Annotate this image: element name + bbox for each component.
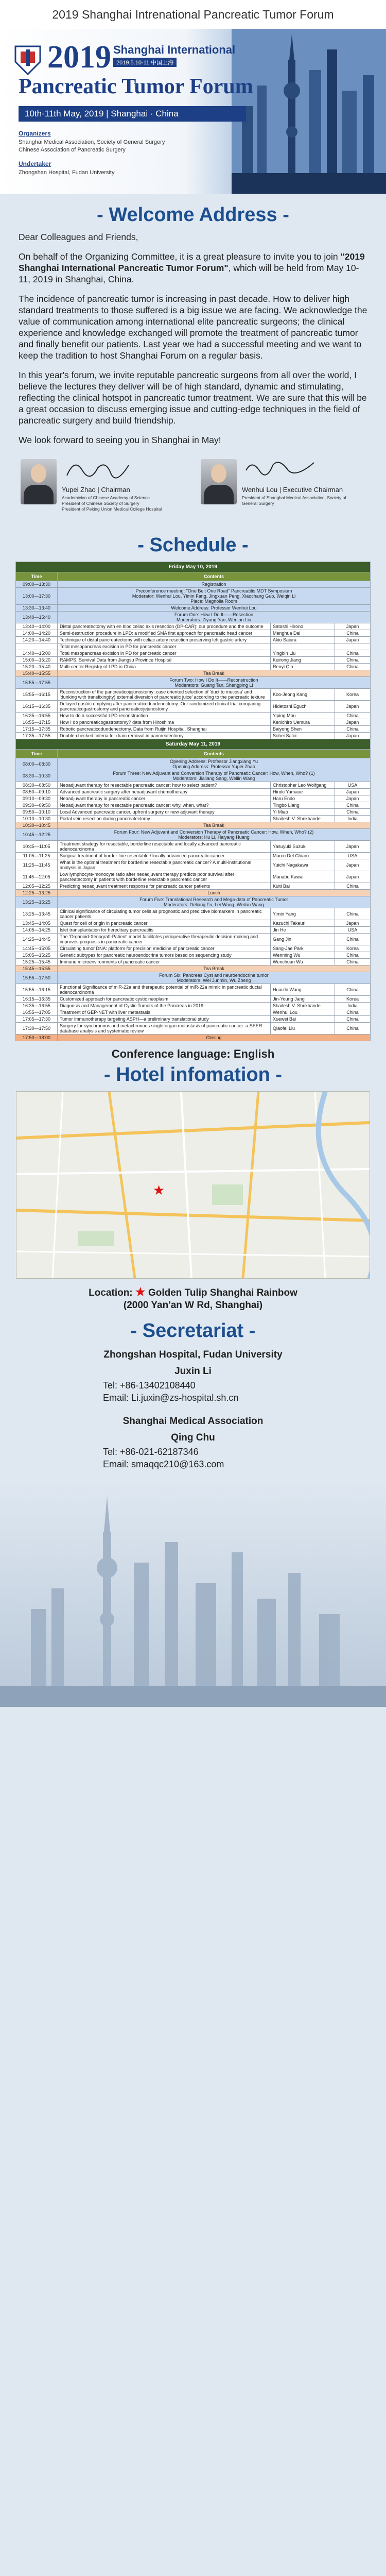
- secretariat-org-1: Zhongshan Hospital, Fudan University: [103, 1349, 283, 1360]
- talk-row: [16, 650, 371, 657]
- schedule-day-header: [16, 562, 371, 572]
- talk-speaker: Shailesh V. Shrikhande: [271, 1003, 335, 1009]
- talk-speaker: Yasuyuki Suzuki: [271, 841, 335, 853]
- session-time: 15:05—15:25: [16, 952, 58, 959]
- session-title: Opening Address: Professor Jiangxiang Yu Opening Address: Professor Yupei Zhao: [58, 758, 371, 770]
- talk-row: [16, 795, 371, 802]
- map-image: [16, 1092, 370, 1278]
- talk-topic: Treatment of GEP-NET with liver metastasis: [58, 1009, 271, 1016]
- talk-speaker: Yuichi Nagakawa: [271, 859, 335, 871]
- talk-row: [16, 733, 371, 739]
- talk-speaker: Shailesh V. Shrikhande: [271, 816, 335, 822]
- banner-location-line: 10th-11th May, 2019 | Shanghai · China: [19, 106, 246, 122]
- talk-speaker: Wenchuan Wu: [271, 959, 335, 965]
- session-time: 15:40—15:55: [16, 670, 58, 677]
- talk-country: Japan: [335, 871, 371, 883]
- talk-speaker: Xuewei Bai: [271, 1016, 335, 1023]
- talk-speaker: Baiyong Shen: [271, 726, 335, 733]
- talk-row: [16, 945, 371, 952]
- talk-row: [16, 1009, 371, 1016]
- session-time: 12:25—13:25: [16, 890, 58, 896]
- session-row: [16, 896, 371, 908]
- talk-row: [16, 859, 371, 871]
- contact-name-2: Qing Chu: [171, 1432, 215, 1443]
- talk-topic: Portal vein resection during pancreatectomy: [58, 816, 271, 822]
- talk-country: China: [335, 1023, 371, 1035]
- location-star-icon: ★: [135, 1285, 146, 1298]
- talk-topic: Diagnosis and Management of Cystic Tumors of the Pancreas in 2019: [58, 1003, 271, 1009]
- session-row: [16, 612, 371, 623]
- talk-row: [16, 664, 371, 670]
- talk-row: [16, 934, 371, 945]
- talk-row: [16, 630, 371, 637]
- undertaker-text: Zhongshan Hospital, Fudan University: [19, 170, 115, 176]
- talk-speaker: Yi Miao: [271, 809, 335, 816]
- talk-speaker: Yimin Yang: [271, 908, 335, 920]
- break-row: [16, 822, 371, 829]
- talk-country: China: [335, 1009, 371, 1016]
- talk-row: [16, 623, 371, 630]
- session-time: 11:25—11:45: [16, 859, 58, 871]
- talk-country: China: [335, 883, 371, 890]
- talk-row: [16, 908, 371, 920]
- session-time: 17:30—17:50: [16, 1023, 58, 1035]
- session-time: 14:20—14:40: [16, 637, 58, 643]
- page-title: 2019 Shanghai Intrenational Pancreatic Tumor Forum: [0, 0, 386, 29]
- talk-country: Japan: [335, 859, 371, 871]
- talk-topic: Semi-destruction procedure in LPD: a modified SMA first approach for pancreatic head cancer: [58, 630, 271, 637]
- talk-topic: Genetic subtypes for pancreatic neuroendocrine tumors based on sequencing study: [58, 952, 271, 959]
- session-title: Closing: [58, 1035, 371, 1041]
- contact-email-2[interactable]: Email: smaqqc210@163.com: [103, 1459, 224, 1469]
- session-time: 16:35—16:55: [16, 1003, 58, 1009]
- talk-speaker: Wenming Wu: [271, 952, 335, 959]
- col-time: Time: [16, 572, 58, 581]
- session-title: Tea Break: [58, 822, 371, 829]
- talk-row: [16, 809, 371, 816]
- talk-topic: RAMPS, Survival Data from Jiangsu Province Hospital: [58, 657, 271, 664]
- talk-topic: Tumor immunotherapy targeting ASPH—a preliminary translational study: [58, 1016, 271, 1023]
- contact-name-1: Juxin Li: [174, 1366, 212, 1377]
- association-logo: [13, 44, 42, 75]
- session-row: [16, 972, 371, 984]
- talk-topic: Delayed gastric emptying after pancreaticoduodenectomy: Our randomized clinical trial comparing pancreaticogastrostomy and pancreaticojejunostomy: [58, 701, 271, 713]
- session-time: 13:40—15:40: [16, 612, 58, 623]
- session-row: [16, 581, 371, 588]
- day-label: Saturday May 11, 2019: [16, 739, 371, 750]
- talk-speaker: Tingbo Liang: [271, 802, 335, 809]
- talk-country: USA: [335, 853, 371, 859]
- organizers-label: Organizers: [19, 130, 51, 137]
- talk-speaker: Koo-Jeong Kang: [271, 689, 335, 701]
- session-time: 15:55—16:15: [16, 689, 58, 701]
- talk-topic: Robotic pancreaticoduodenectomy, Data from Ruijin Hospital, Shanghai: [58, 726, 271, 733]
- talk-speaker: Hidetoshi Eguchi: [271, 701, 335, 713]
- talk-country: Japan: [335, 841, 371, 853]
- organizers-text-1: Shanghai Medical Association, Society of General Surgery: [19, 139, 165, 145]
- talk-row: [16, 689, 371, 701]
- contact-email-1[interactable]: Email: Li.juxin@zs-hospital.sh.cn: [103, 1393, 239, 1403]
- organizers-text-2: Chinese Association of Pancreatic Surgery: [19, 147, 126, 153]
- session-time: 16:55—17:15: [16, 719, 58, 726]
- session-time: 10:45—12:25: [16, 829, 58, 841]
- session-time: 13:25—13:45: [16, 908, 58, 920]
- talk-country: Korea: [335, 996, 371, 1003]
- session-time: 15:55—17:55: [16, 677, 58, 689]
- talk-row: [16, 1023, 371, 1035]
- contact-tel-2[interactable]: Tel: +86-021-62187346: [103, 1447, 199, 1457]
- talk-speaker: Akio Saiura: [271, 637, 335, 643]
- banner-org-line: Shanghai International: [113, 43, 236, 56]
- banner-main-title: Pancreatic Tumor Forum: [19, 75, 253, 98]
- talk-topic: Surgical treatment of border-line resectable / locally advanced pancreatic cancer: [58, 853, 271, 859]
- session-time: 13:45—14:05: [16, 920, 58, 927]
- session-title: Tea Break: [58, 670, 371, 677]
- talk-country: China: [335, 959, 371, 965]
- session-title: Registration: [58, 581, 371, 588]
- chairman-signature: [62, 455, 139, 483]
- talk-row: [16, 643, 371, 650]
- talk-country: [335, 643, 371, 650]
- footer-skyline-image: [0, 1480, 386, 1707]
- welcome-paragraph-1: On behalf of the Organizing Committee, it is a great pleasure to invite you to join "2019 Shanghai International Pancreatic Tumor Forum", which will be held from May 10-11, 2019 in Shanghai, China.: [19, 251, 365, 284]
- talk-row: [16, 984, 371, 996]
- talk-country: Korea: [335, 945, 371, 952]
- talk-country: Korea: [335, 689, 371, 701]
- talk-topic: What is the optimal treatment for borderline resectable pancreatic cancer? A multi-institutional analysis in Japan: [58, 859, 271, 871]
- conference-language: Conference language: English: [111, 1047, 275, 1060]
- talk-topic: Predicting neoadjuvant treatment response for pancreatic cancer patients: [58, 883, 271, 890]
- talk-country: China: [335, 809, 371, 816]
- talk-speaker: Huaizhi Wang: [271, 984, 335, 996]
- session-title: Forum Five: Translational Research and Mega-data of Pancreatic Tumor Moderators: Deliang Fu, Lei Wang, Weilan Wang: [58, 896, 371, 908]
- talk-speaker: Marco Del Chiaro: [271, 853, 335, 859]
- session-time: [16, 643, 58, 650]
- welcome-body: [0, 231, 386, 446]
- talk-country: China: [335, 726, 371, 733]
- session-time: 16:15—16:35: [16, 996, 58, 1003]
- talk-row: [16, 959, 371, 965]
- session-time: 13:00—17:30: [16, 588, 58, 605]
- talk-speaker: Yiping Mou: [271, 713, 335, 719]
- schedule-table: [15, 562, 371, 1041]
- talk-topic: Total mesopancreas excision in PD for pancreatic cancer: [58, 643, 271, 650]
- talk-speaker: Jin-Young Jang: [271, 996, 335, 1003]
- schedule-heading: - Schedule -: [137, 534, 249, 556]
- session-time: 17:15—17:35: [16, 726, 58, 733]
- session-time: 10:10—10:30: [16, 816, 58, 822]
- undertaker-label: Undertaker: [19, 160, 51, 167]
- talk-row: [16, 996, 371, 1003]
- session-title: Tea Break: [58, 965, 371, 972]
- talk-topic: Advanced pancreatic surgery after neoadjuvant chemotherapy: [58, 789, 271, 795]
- session-time: 09:50—10:10: [16, 809, 58, 816]
- talk-speaker: Kenichiro Uemura: [271, 719, 335, 726]
- talk-country: Japan: [335, 920, 371, 927]
- session-time: 14:25—14:45: [16, 934, 58, 945]
- talk-row: [16, 789, 371, 795]
- talk-row: [16, 816, 371, 822]
- talk-country: India: [335, 816, 371, 822]
- executive-chairman-name: Wenhui Lou | Executive Chairman: [242, 486, 343, 494]
- session-time: 09:00—13:30: [16, 581, 58, 588]
- talk-country: China: [335, 1016, 371, 1023]
- talk-speaker: Kuirong Jiang: [271, 657, 335, 664]
- talk-topic: Treatment strategy for resectable, borderline resectable and locally advanced pancreatic adenocarcinoma: [58, 841, 271, 853]
- talk-country: USA: [335, 782, 371, 789]
- talk-topic: Neoadjuvant therapy for resectable pancreatic cancer; how to select patient?: [58, 782, 271, 789]
- talk-row: [16, 920, 371, 927]
- schedule-column-header: [16, 750, 371, 758]
- signature-chairman: [21, 454, 190, 531]
- talk-row: [16, 657, 371, 664]
- signatures: [0, 454, 386, 531]
- session-time: 17:50—18:00: [16, 1035, 58, 1041]
- talk-row: [16, 952, 371, 959]
- talk-country: China: [335, 657, 371, 664]
- welcome-paragraph-3: In this year's forum, we invite reputable pancreatic surgeons from all over the world, I believe the lectures they deliver will be of high standard, dynamic and stimulating, reflecting the clinical hotspot in pancreatic tumor treatment. We are sure that this will be a great occasion to discuss emerging issue and cutting-edge techniques in the field of pancreatic surgery and build friendship.: [19, 370, 367, 426]
- talk-row: [16, 1003, 371, 1009]
- talk-row: [16, 883, 371, 890]
- talk-speaker: Qiaofei Liu: [271, 1023, 335, 1035]
- session-time: 08:00—08:30: [16, 758, 58, 770]
- session-time: 15:25—15:45: [16, 959, 58, 965]
- talk-speaker: [271, 643, 335, 650]
- session-time: 17:35—17:55: [16, 733, 58, 739]
- hotel-map[interactable]: [16, 1091, 370, 1279]
- schedule-column-header: [16, 572, 371, 581]
- session-time: 14:00—14:20: [16, 630, 58, 637]
- session-title: Welcome Address: Professor Wenhui Lou: [58, 605, 371, 612]
- session-time: 13:30—13:40: [16, 605, 58, 612]
- talk-topic: Neoadjuvant therapy in pancreatic cancer: [58, 795, 271, 802]
- talk-topic: Surgery for synchronous and metachronous single-organ metastasis of pancreatic cancer: a SEER database analysis and systematic review: [58, 1023, 271, 1035]
- talk-speaker: Menghua Dai: [271, 630, 335, 637]
- talk-speaker: Kazuchi Takeuri: [271, 920, 335, 927]
- session-row: [16, 588, 371, 605]
- session-title: Lunch: [58, 890, 371, 896]
- talk-speaker: Hiroki Yamaue: [271, 789, 335, 795]
- executive-chairman-signature: [242, 455, 319, 483]
- hotel-location: Location: ★ Golden Tulip Shanghai Rainbow (2000 Yan'an W Rd, Shanghai): [89, 1285, 297, 1311]
- talk-speaker: Satoshi Hirono: [271, 623, 335, 630]
- chairman-photo: [21, 459, 57, 504]
- hotel-heading: - Hotel infomation -: [103, 1064, 283, 1086]
- welcome-heading: - Welcome Address -: [97, 204, 289, 226]
- session-time: 16:35—16:55: [16, 713, 58, 719]
- talk-speaker: Christopher Leo Wolfgang: [271, 782, 335, 789]
- talk-country: Japan: [335, 789, 371, 795]
- talk-country: Japan: [335, 623, 371, 630]
- talk-topic: Technique of distal pancreatectomy with celiac artery resection preserving left gastric artery: [58, 637, 271, 643]
- session-time: 13:25—15:25: [16, 896, 58, 908]
- break-row: [16, 670, 371, 677]
- talk-topic: Quest for cell of origin in pancreatic cancer: [58, 920, 271, 927]
- talk-topic: Immune microenvironments of pancreatic cancer: [58, 959, 271, 965]
- session-time: 17:05—17:30: [16, 1016, 58, 1023]
- talk-row: [16, 719, 371, 726]
- session-time: 10:30—10:45: [16, 822, 58, 829]
- session-time: 11:45—12:05: [16, 871, 58, 883]
- session-title: Forum One: How I Do It——Resection Moderators: Ziyang Yan, Wenjun Liu: [58, 612, 371, 623]
- session-time: 14:05—14:25: [16, 927, 58, 934]
- col-contents: Contents: [58, 750, 371, 758]
- banner-year: 2019: [47, 40, 111, 75]
- talk-topic: Distal pancreatectomy with en bloc celiac axis resection (DP-CAR): our procedure and the outcome: [58, 623, 271, 630]
- talk-row: [16, 726, 371, 733]
- session-time: 09:30—09:50: [16, 802, 58, 809]
- session-time: 08:50—09:10: [16, 789, 58, 795]
- break-row: [16, 890, 371, 896]
- session-time: 09:10—09:30: [16, 795, 58, 802]
- session-title: Forum Four: New Adjuvant and Conversion Therapy of Pancreatic Cancer: How, When, Who? (2) Moderators: Hu Li, Haiyang Huang: [58, 829, 371, 841]
- executive-chairman-photo: [201, 459, 237, 504]
- talk-row: [16, 871, 371, 883]
- col-time: Time: [16, 750, 58, 758]
- talk-country: China: [335, 650, 371, 657]
- talk-topic: Reconstruction of the pancreaticojejunostomy; case oriented selection of 'duct to mucosa' and 'dunking with transfixing(ty) external diversion of pancreatic juice' according to the pancreatic texture: [58, 689, 271, 701]
- talk-topic: How to do a successful LPD reconstruction: [58, 713, 271, 719]
- contact-tel-1[interactable]: Tel: +86-13402108440: [103, 1380, 196, 1391]
- svg-text:★: ★: [153, 1183, 165, 1198]
- talk-speaker: Haru Endo: [271, 795, 335, 802]
- talk-topic: Double-checked criteria for drain removal in pancreatectomy: [58, 733, 271, 739]
- session-time: 12:05—12:25: [16, 883, 58, 890]
- session-title: Forum Two: How I Do It——Reconstruction Moderators: Guang Tan, Shengping Li: [58, 677, 371, 689]
- talk-speaker: Sohei Satoi: [271, 733, 335, 739]
- session-time: 08:30—08:50: [16, 782, 58, 789]
- session-row: [16, 605, 371, 612]
- talk-topic: Clinical significance of circulating tumor cells as prognostic and predictive biomarkers in pancreatic cancer patients.: [58, 908, 271, 920]
- talk-speaker: Gang Jin: [271, 934, 335, 945]
- session-time: 16:15—16:35: [16, 701, 58, 713]
- session-time: 11:05—11:25: [16, 853, 58, 859]
- session-time: 15:20—15:40: [16, 664, 58, 670]
- talk-country: China: [335, 984, 371, 996]
- talk-country: Japan: [335, 637, 371, 643]
- talk-country: China: [335, 952, 371, 959]
- secretariat-org-2: Shanghai Medical Association: [122, 1416, 264, 1427]
- talk-row: [16, 1016, 371, 1023]
- session-row: [16, 758, 371, 770]
- talk-row: [16, 637, 371, 643]
- talk-row: [16, 802, 371, 809]
- welcome-salutation: Dear Colleagues and Friends,: [19, 232, 138, 242]
- session-title: Forum Three: New Adjuvant and Conversion Therapy of Pancreatic Cancer: How, When, Who? (1) Moderators: Jialiang Sang, Weilin Wang: [58, 770, 371, 782]
- talk-country: China: [335, 802, 371, 809]
- talk-speaker: Manabu Kawai: [271, 871, 335, 883]
- session-title: Preconference meeting: "One Belt One Road" Pancreatitis MDT Symposium Moderator: Wenhui Lou, Yimin Fang, Jingxuan Peng, Xiaochang Guo, Weiqin Li Place: Magnolia Room: [58, 588, 371, 605]
- talk-country: Japan: [335, 701, 371, 713]
- secretariat-heading: - Secretariat -: [130, 1320, 256, 1342]
- chairman-title: Academician of Chinese Academy of Science President of Chinese Society of Surgery President of Peking Union Medical College Hospital: [62, 495, 162, 512]
- chairman-name: Yupei Zhao | Chairman: [62, 486, 130, 494]
- session-time: 15:45—15:55: [16, 965, 58, 972]
- welcome-paragraph-2: The incidence of pancreatic tumor is increasing in past decade. How to deliver high standard treatments to those suffered is a big issue we are facing. We acknowledge the value of communication among international elite pancreatic surgeons; the clinical experience and knowledge exchanged will promote the treatment of pancreatic tumor and finally benefit our patients. Last year we had a successful meeting and we want to keep the tradition to host Shanghai Forum on a regular basis.: [19, 294, 367, 361]
- forum-banner: [0, 29, 386, 194]
- session-time: 08:30—10:30: [16, 770, 58, 782]
- talk-topic: Multi-center Registry of LPD in China: [58, 664, 271, 670]
- talk-row: [16, 782, 371, 789]
- talk-row: [16, 841, 371, 853]
- talk-topic: Neoadjuvant therapy for resectable pancreatic cancer: why, when, what?: [58, 802, 271, 809]
- session-row: [16, 829, 371, 841]
- session-time: 15:55—17:50: [16, 972, 58, 984]
- talk-topic: Local Advanced pancreatic cancer, upfront surgery or new adjuvant therapy: [58, 809, 271, 816]
- executive-chairman-title: President of Shanghai Medical Association, Society of General Surgery: [242, 495, 346, 506]
- talk-speaker: Wenhui Lou: [271, 1009, 335, 1016]
- talk-country: India: [335, 1003, 371, 1009]
- talk-topic: Circulating tumor DNA: platform for precision medicine of pancreatic cancer: [58, 945, 271, 952]
- banner-dates-box: 2019.5.10-11 中国上海: [113, 58, 177, 67]
- talk-topic: Customized approach for pancreatic cystic neoplasm: [58, 996, 271, 1003]
- session-time: 14:45—15:05: [16, 945, 58, 952]
- talk-row: [16, 701, 371, 713]
- talk-country: China: [335, 908, 371, 920]
- talk-speaker: Sang-Jae Park: [271, 945, 335, 952]
- talk-country: Japan: [335, 733, 371, 739]
- session-row: [16, 677, 371, 689]
- day-label: Friday May 10, 2019: [16, 562, 371, 572]
- talk-speaker: Yingbin Liu: [271, 650, 335, 657]
- col-contents: Contents: [58, 572, 371, 581]
- session-time: 16:55—17:05: [16, 1009, 58, 1016]
- session-time: 15:00—15:20: [16, 657, 58, 664]
- talk-topic: Total mesopancreas excision in PD for pancreatic cancer: [58, 650, 271, 657]
- session-row: [16, 1035, 371, 1041]
- welcome-paragraph-4: We look forward to seeing you in Shanghai in May!: [19, 435, 221, 445]
- schedule-day-header: [16, 739, 371, 750]
- signature-executive-chairman: [201, 454, 371, 531]
- talk-country: China: [335, 713, 371, 719]
- talk-country: China: [335, 934, 371, 945]
- session-time: 15:55—16:15: [16, 984, 58, 996]
- talk-row: [16, 853, 371, 859]
- talk-row: [16, 713, 371, 719]
- session-time: 14:40—15:00: [16, 650, 58, 657]
- talk-country: USA: [335, 927, 371, 934]
- talk-topic: Low lymphocyte-monocyte ratio after neoadjuvant therapy predicts poor survival after pancreatectomy in patients with borderline resectable pancreatic cancer: [58, 871, 271, 883]
- talk-speaker: Kuiti Bai: [271, 883, 335, 890]
- break-row: [16, 965, 371, 972]
- talk-topic: Functional Significance of miR-22a and therapeutic potential of miR-22a mimic in pancreatic ductal adenocarcinoma: [58, 984, 271, 996]
- session-time: 10:45—11:05: [16, 841, 58, 853]
- talk-speaker: Renyi Qin: [271, 664, 335, 670]
- talk-row: [16, 927, 371, 934]
- talk-topic: Islet transplantation for hereditary pancreatitis: [58, 927, 271, 934]
- talk-country: China: [335, 630, 371, 637]
- talk-country: China: [335, 664, 371, 670]
- talk-topic: The 'Organoid-Xenograft-Patient' model facilitates perioperative therapeutic decision-making and improves prognosis in pancreatic cancer: [58, 934, 271, 945]
- talk-country: Japan: [335, 719, 371, 726]
- session-time: 13:40—14:00: [16, 623, 58, 630]
- session-row: [16, 770, 371, 782]
- talk-speaker: Jin He: [271, 927, 335, 934]
- talk-topic: How I do pancreaticogastrostomy? data from Hiroshima: [58, 719, 271, 726]
- talk-country: Japan: [335, 795, 371, 802]
- session-title: Forum Six: Pancreas Cyst and neuroendocrine tumor Moderators: Wei Junmin, Wu Zheng: [58, 972, 371, 984]
- city-skyline-image: [232, 29, 386, 194]
